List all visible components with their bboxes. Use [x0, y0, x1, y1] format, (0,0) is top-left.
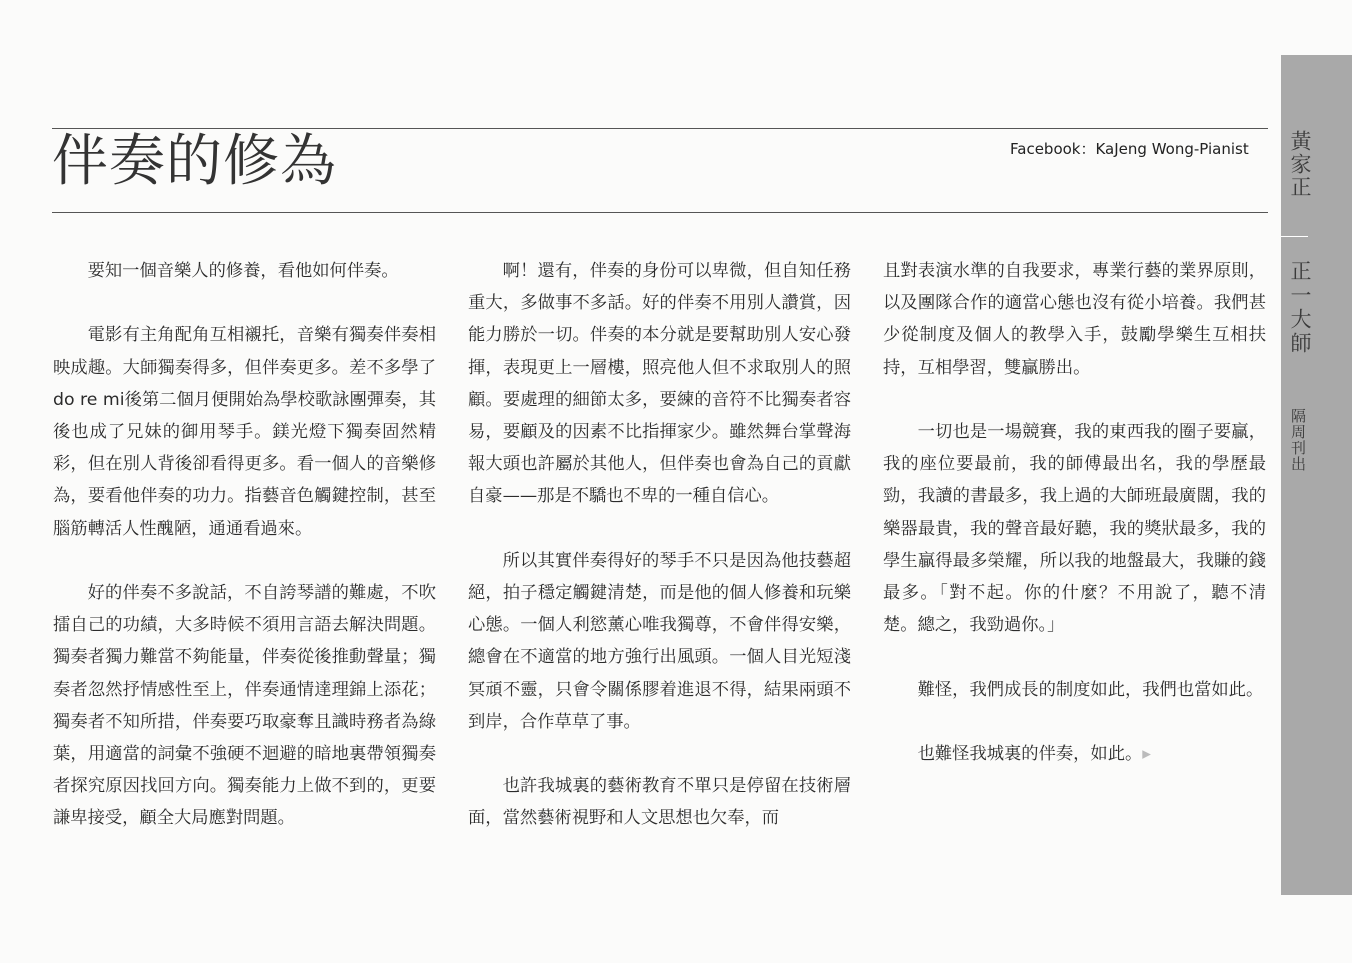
paragraph: 要知一個音樂人的修養，看他如何伴奏。 [87, 261, 399, 281]
paragraph: 也許我城裏的藝術教育不單只是停留在技術層面，當然藝術視野和人文思想也欠奉，而 [468, 776, 851, 829]
column-name: 正一大師 [1288, 260, 1312, 356]
article-column-2 [468, 255, 851, 835]
closing-line: 也難怪我城裏的伴奏，如此。 [917, 744, 1143, 764]
paragraph: 電影有主角配角互相襯托，音樂有獨奏伴奏相映成趣。大師獨奏得多，但伴奏更多。差不多學了do re mi後第二個月便開始為學校歌詠團彈奏，其後也成了兄妹的御用琴手。鎂光燈下獨奏固然精彩，但在別人背後卻看得更多。看一個人的音樂修為，要看他伴奏的功力。指藝音色觸鍵控制，甚至腦筋轉活人性醜陋，通通看過來。 [53, 325, 436, 539]
paragraph: 難怪，我們成長的制度如此，我們也當如此。 [917, 679, 1264, 700]
author-name: 黃家正 [1288, 130, 1312, 199]
article-column-3 [883, 255, 1266, 770]
sidebar-divider [1281, 236, 1308, 237]
facebook-credit: Facebook：KaJeng Wong-Pianist [1010, 140, 1249, 158]
article-title: 伴奏的修為 [52, 129, 337, 194]
paragraph: 所以其實伴奏得好的琴手不只是因為他技藝超絕，拍子穩定觸鍵清楚，而是他的個人修養和玩樂心態。一個人利慾薰心唯我獨尊，不會伴得安樂，總會在不適當的地方強行出風頭。一個人目光短淺冥頑不靈，只會令關係膠着進退不得，結果兩頭不到岸，合作草草了事。 [468, 550, 851, 732]
paragraph: 啊！還有，伴奏的身份可以卑微，但自知任務重大，多做事不多話。好的伴奏不用別人讚賞，因能力勝於一切。伴奏的本分就是要幫助別人安心發揮，表現更上一層樓，照亮他人但不求取別人的照顧。要處理的細節太多，要練的音符不比獨奏者容易，要顧及的因素不比指揮家少。雖然舞台掌聲海報大頭也許屬於其他人，但伴奏也會為自己的貢獻自豪——那是不驕也不卑的一種自信心。 [468, 261, 851, 507]
end-mark-icon: ▸ [1142, 744, 1151, 764]
article-column-1 [53, 255, 436, 835]
paragraph: 好的伴奏不多說話，不自誇琴譜的難處，不吹擂自己的功績，大多時候不須用言語去解決問題。獨奏者獨力難當不夠能量，伴奏從後推動聲量；獨奏者忽然抒情感性至上，伴奏通情達理錦上添花；獨奏者不知所措，伴奏要巧取豪奪且識時務者為綠葉，用適當的詞彙不強硬不迴避的暗地裏帶領獨奏者探究原因找回方向。獨奏能力上做不到的，更要謙卑接受，顧全大局應對問題。 [53, 583, 436, 829]
publication-frequency: 隔周刊出 [1289, 408, 1307, 472]
paragraph: 且對表演水準的自我要求，專業行藝的業界原則，以及團隊合作的適當心態也沒有從小培養。我們甚少從制度及個人的教學入手，鼓勵學樂生互相扶持，互相學習，雙贏勝出。 [883, 261, 1266, 378]
header-bottom-rule [52, 212, 1268, 213]
paragraph [883, 738, 1266, 770]
paragraph: 一切也是一場競賽，我的東西我的圈子要贏，我的座位要最前，我的師傅最出名，我的學歷最勁，我讀的書最多，我上過的大師班最廣闊，我的樂器最貴，我的聲音最好聽，我的獎狀最多，我的學生贏得最多榮耀，所以我的地盤最大，我賺的錢最多。「對不起。你的什麼？不用說了，聽不清楚。總之，我勁過你。」 [883, 422, 1266, 636]
